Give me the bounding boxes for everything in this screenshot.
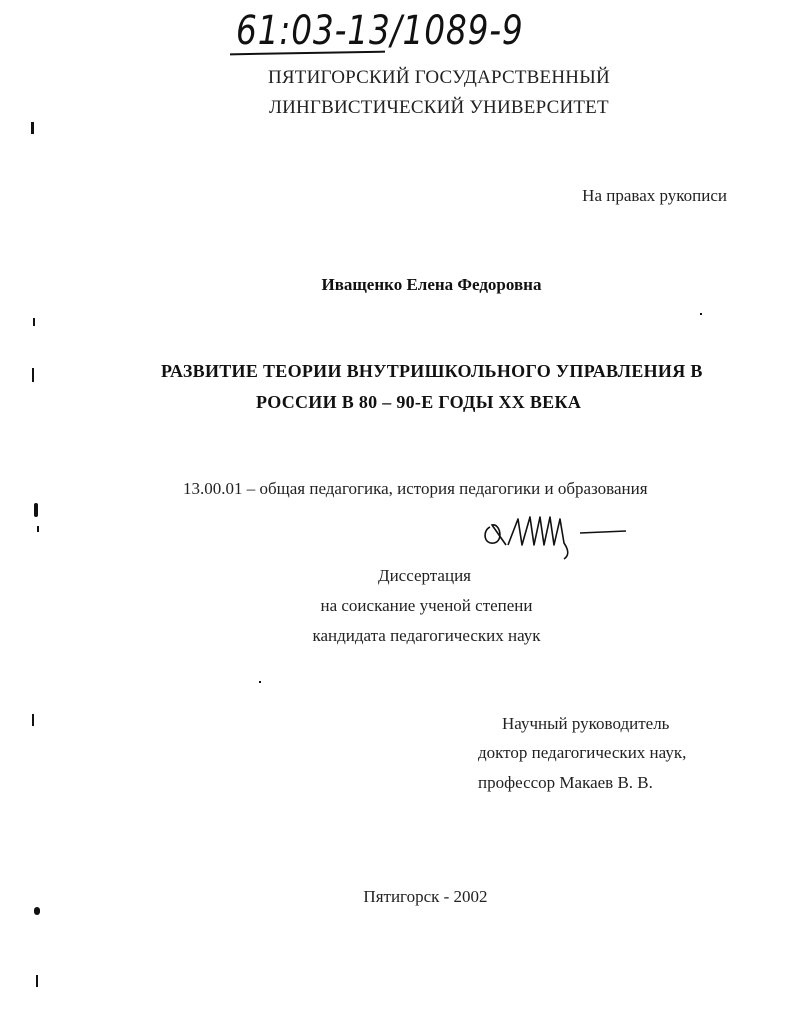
scan-margin-mark <box>36 975 38 987</box>
archive-code-handwritten: 61:03-13/1089-9 <box>236 8 524 54</box>
handwritten-signature <box>478 505 638 565</box>
dissertation-title-line-1: РАЗВИТИЕ ТЕОРИИ ВНУТРИШКОЛЬНОГО УПРАВЛЕНИЯ В <box>161 361 703 381</box>
supervisor-degree: доктор педагогических наук, <box>478 743 687 762</box>
scan-speck <box>700 313 702 315</box>
dissertation-label <box>0 566 791 586</box>
author-name <box>0 275 791 295</box>
scan-margin-mark <box>33 318 35 326</box>
scan-margin-mark <box>32 714 34 726</box>
author-name-text: Иващенко Елена Федоровна <box>321 275 542 294</box>
university-name-line-2: ЛИНГВИСТИЧЕСКИЙ УНИВЕРСИТЕТ <box>269 97 609 118</box>
manuscript-rights-note: На правах рукописи <box>582 186 727 205</box>
scan-margin-mark <box>34 907 40 915</box>
scan-speck <box>259 681 261 683</box>
dissertation-title-line-2: РОССИИ В 80 – 90-Е ГОДЫ XX ВЕКА <box>256 392 582 412</box>
degree-name <box>0 626 791 646</box>
university-name-line-1: ПЯТИГОРСКИЙ ГОСУДАРСТВЕННЫЙ <box>268 67 610 88</box>
dissertation-label-text: Диссертация <box>377 566 471 585</box>
scan-margin-mark <box>31 122 34 134</box>
degree-name-text: кандидата педагогических наук <box>312 626 541 645</box>
city-and-year <box>0 887 791 907</box>
supervisor-label: Научный руководитель <box>502 714 670 733</box>
degree-purpose-text: на соискание ученой степени <box>320 596 533 615</box>
specialty-code: 13.00.01 – общая педагогика, история педагогики и образования <box>183 479 648 498</box>
supervisor-name: профессор Макаев В. В. <box>478 773 653 792</box>
degree-purpose <box>0 596 791 616</box>
scan-margin-mark <box>34 503 38 517</box>
scan-margin-mark <box>37 526 39 532</box>
scan-margin-mark <box>32 368 34 382</box>
city-and-year-text: Пятигорск - 2002 <box>363 887 488 906</box>
